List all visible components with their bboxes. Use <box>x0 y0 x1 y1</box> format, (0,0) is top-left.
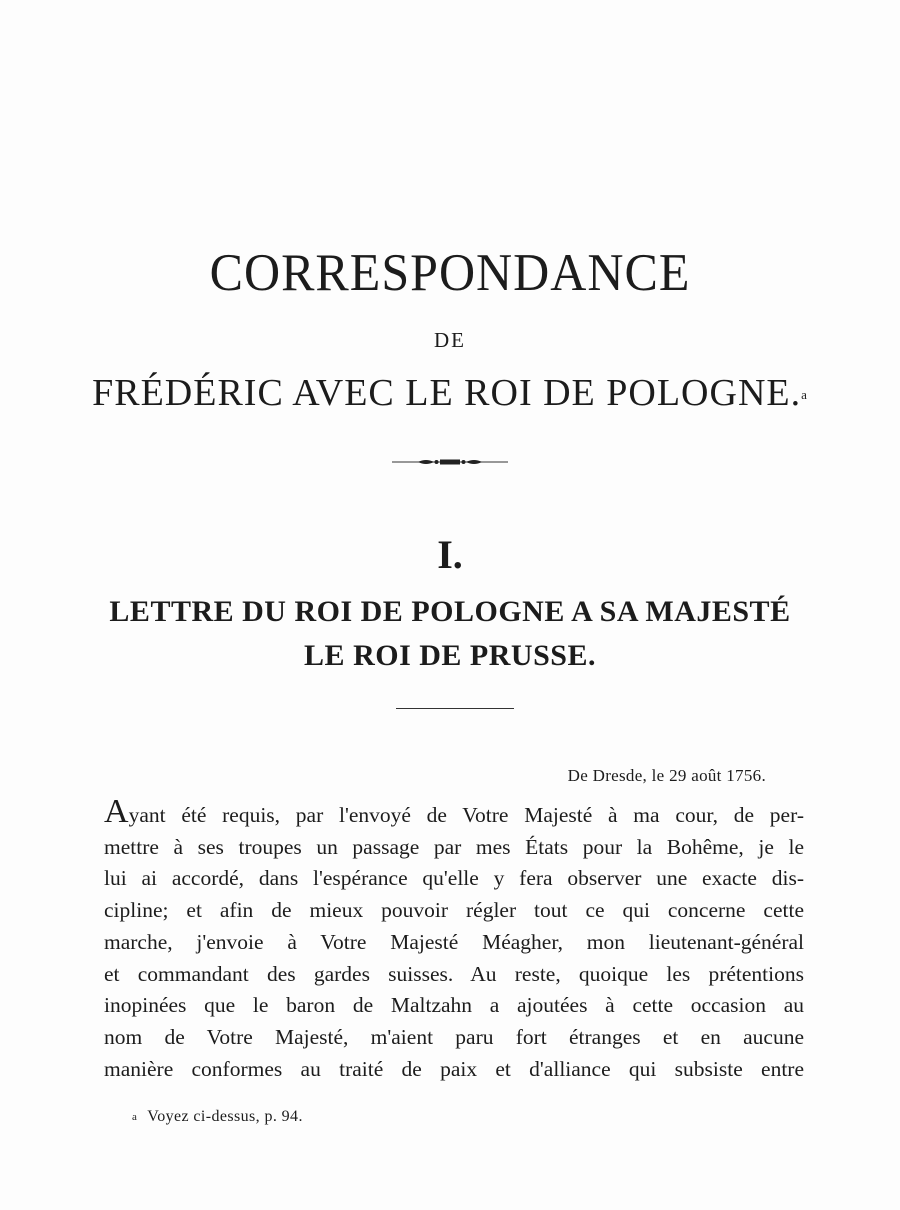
drop-initial: A <box>104 793 129 830</box>
letter-dateline: De Dresde, le 29 août 1756. <box>567 766 766 785</box>
horizontal-rule <box>396 708 514 709</box>
section-number: I. <box>437 532 463 577</box>
letter-heading-line: LETTRE DU ROI DE POLOGNE A SA MAJESTÉ <box>109 595 791 628</box>
body-line: inopinées que le baron de Maltzahn a ajoutées à cette occasion au <box>104 993 804 1018</box>
footnote-mark: a <box>132 1111 138 1123</box>
footnote <box>132 1106 303 1129</box>
body-line: cipline; et afin de mieux pouvoir régler tout ce qui concerne cette <box>104 898 804 923</box>
title-connector: DE <box>434 328 466 352</box>
body-line <box>104 793 804 832</box>
body-line: et commandant des gardes suisses. Au reste, quoique les prétentions <box>104 961 804 986</box>
body-line: manière conformes au traité de paix et d'alliance qui subsiste entre <box>104 1056 804 1081</box>
page-title: CORRESPONDANCE <box>209 242 691 302</box>
body-line: mettre à ses troupes un passage par mes États pour la Bohême, je le <box>104 834 804 859</box>
subtitle-footnote-mark: a <box>801 387 808 402</box>
body-line: lui ai accordé, dans l'espérance qu'elle y fera observer une exacte dis- <box>104 866 804 891</box>
letter-body <box>104 793 804 1085</box>
footnote-text: Voyez ci-dessus, p. 94. <box>147 1108 303 1125</box>
letter-heading-line: LE ROI DE PRUSSE. <box>304 639 596 672</box>
ornament-divider-icon <box>388 451 512 473</box>
subtitle-text: FRÉDÉRIC AVEC LE ROI DE POLOGNE. <box>92 372 802 414</box>
letter-heading <box>60 590 840 678</box>
body-line-text: yant été requis, par l'envoyé de Votre Majesté à ma cour, de per- <box>128 803 804 827</box>
body-line: marche, j'envoie à Votre Majesté Méagher, mon lieutenant-général <box>104 929 804 954</box>
body-line: nom de Votre Majesté, m'aient paru fort étranges et en aucune <box>104 1024 804 1049</box>
page-subtitle <box>0 370 900 416</box>
